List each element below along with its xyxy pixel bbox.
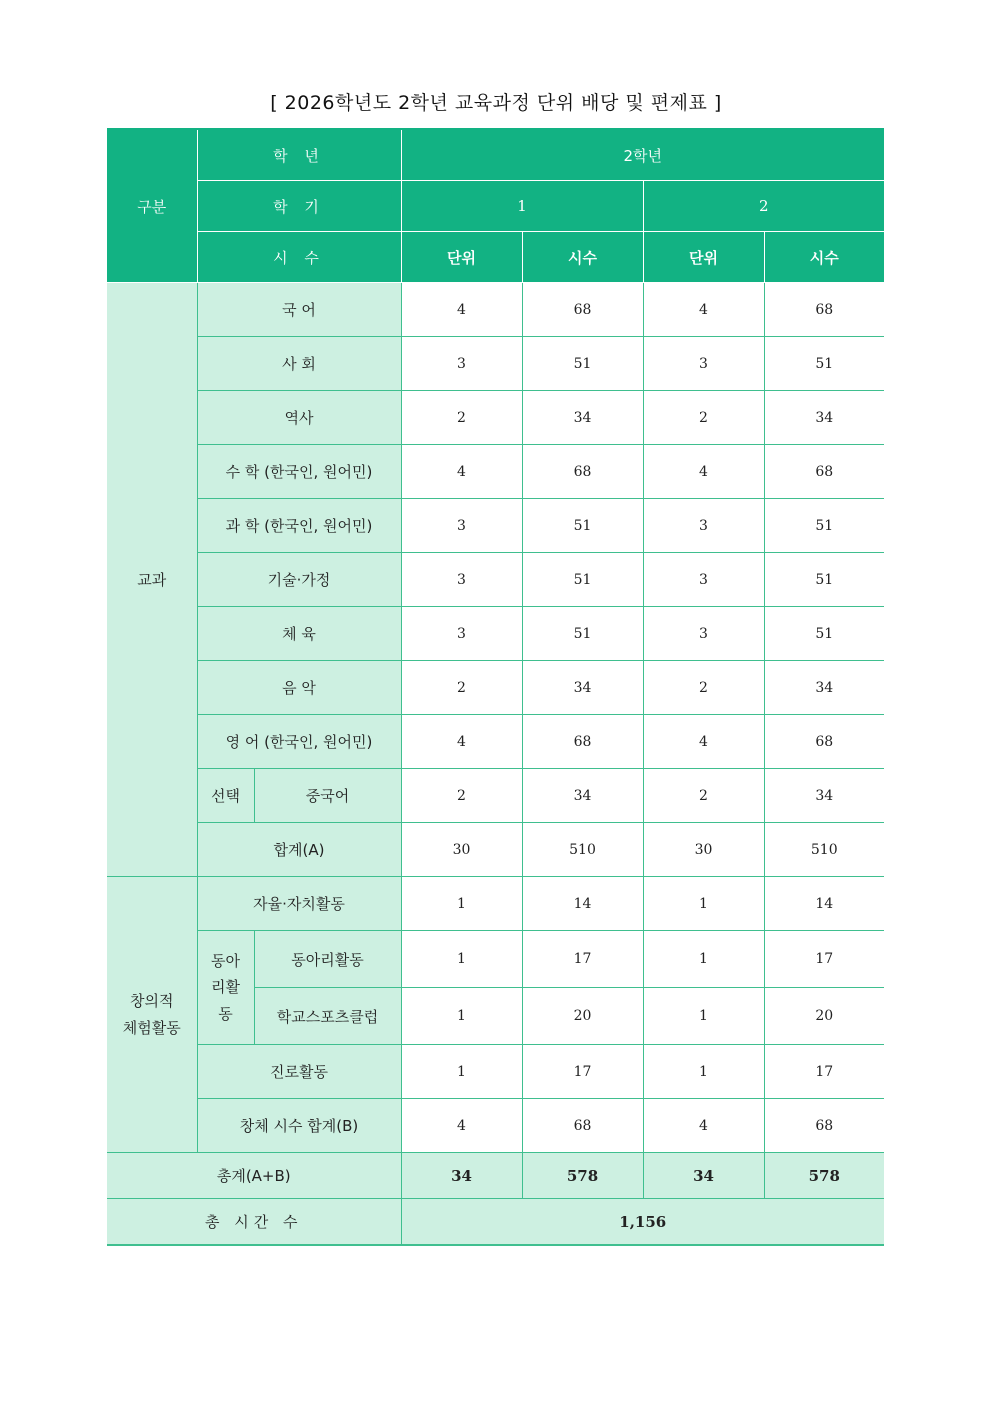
cell-value: 1: [643, 931, 764, 988]
total-hours-value: 1,156: [401, 1199, 884, 1246]
row-label: 기술·가정: [197, 553, 401, 607]
table-row: [107, 877, 884, 931]
row-label: 영 어 (한국인, 원어민): [197, 715, 401, 769]
row-label: 합계(A): [197, 823, 401, 877]
cell-value: 34: [764, 769, 884, 823]
cell-value: 68: [522, 445, 643, 499]
header-semester-1: 1: [401, 181, 643, 232]
cell-value: 3: [643, 337, 764, 391]
col-hours-2: 시수: [764, 232, 884, 283]
cell-value: 2: [643, 661, 764, 715]
cell-value: 3: [643, 553, 764, 607]
table-row: [107, 337, 884, 391]
cell-value: 17: [764, 931, 884, 988]
col-units-1: 단위: [401, 232, 522, 283]
cell-value: 510: [764, 823, 884, 877]
row-label: 동아리활동: [254, 931, 401, 988]
cell-value: 51: [522, 553, 643, 607]
row-label: 수 학 (한국인, 원어민): [197, 445, 401, 499]
cell-value: 3: [401, 553, 522, 607]
cell-value: 51: [522, 499, 643, 553]
header-category: 구분: [107, 129, 197, 283]
col-hours-1: 시수: [522, 232, 643, 283]
curriculum-table: [107, 128, 884, 1246]
cell-value: 51: [764, 337, 884, 391]
cell-value: 1: [401, 931, 522, 988]
page-title: [ 2026학년도 2학년 교육과정 단위 배당 및 편제표 ]: [270, 92, 722, 114]
cell-value: 2: [401, 769, 522, 823]
cell-value: 20: [764, 988, 884, 1045]
table-row: [107, 1045, 884, 1099]
group-club: 동아 리활 동: [197, 931, 254, 1045]
header-semester-label: 학 기: [197, 181, 401, 232]
cell-value: 3: [643, 499, 764, 553]
cell-value: 3: [643, 607, 764, 661]
cell-value: 2: [401, 661, 522, 715]
cell-value: 4: [643, 283, 764, 337]
cell-value: 30: [401, 823, 522, 877]
row-label: 과 학 (한국인, 원어민): [197, 499, 401, 553]
row-label: 체 육: [197, 607, 401, 661]
cell-value: 510: [522, 823, 643, 877]
cell-value: 1: [401, 877, 522, 931]
cell-value: 34: [522, 391, 643, 445]
table-row: [107, 661, 884, 715]
cell-value: 51: [522, 607, 643, 661]
cell-value: 68: [522, 1099, 643, 1153]
cell-value: 2: [643, 769, 764, 823]
row-label: 사 회: [197, 337, 401, 391]
row-label: 국 어: [197, 283, 401, 337]
cell-value: 14: [522, 877, 643, 931]
table-row: [107, 823, 884, 877]
cell-value: 20: [522, 988, 643, 1045]
header-grade-value: 2학년: [401, 129, 884, 181]
cell-value: 2: [401, 391, 522, 445]
table-row: [107, 391, 884, 445]
cell-value: 34: [522, 769, 643, 823]
total-hours-row: [107, 1199, 884, 1246]
cell-value: 51: [764, 553, 884, 607]
cell-value: 4: [643, 1099, 764, 1153]
cell-value: 51: [522, 337, 643, 391]
cell-value: 68: [522, 283, 643, 337]
header-row-hours: [107, 232, 884, 283]
cell-value: 68: [764, 1099, 884, 1153]
cell-value: 68: [764, 283, 884, 337]
row-label: 음 악: [197, 661, 401, 715]
table-row: [107, 499, 884, 553]
total-value: 578: [764, 1153, 884, 1199]
cell-value: 4: [401, 445, 522, 499]
row-label: 중국어: [254, 769, 401, 823]
table-row: [107, 283, 884, 337]
row-label: 창체 시수 합계(B): [197, 1099, 401, 1153]
cell-value: 1: [643, 877, 764, 931]
cell-value: 68: [764, 445, 884, 499]
cell-value: 3: [401, 499, 522, 553]
total-value: 34: [643, 1153, 764, 1199]
cell-value: 4: [643, 715, 764, 769]
cell-value: 51: [764, 499, 884, 553]
cell-value: 30: [643, 823, 764, 877]
table-row: [107, 1099, 884, 1153]
table-row: [107, 607, 884, 661]
total-value: 34: [401, 1153, 522, 1199]
table-row: [107, 553, 884, 607]
header-semester-2: 2: [643, 181, 884, 232]
cell-value: 1: [401, 988, 522, 1045]
header-grade-label: 학 년: [197, 129, 401, 181]
col-units-2: 단위: [643, 232, 764, 283]
table-row: [107, 931, 884, 988]
cell-value: 4: [401, 1099, 522, 1153]
table-row: [107, 715, 884, 769]
cell-value: 17: [764, 1045, 884, 1099]
cell-value: 2: [643, 391, 764, 445]
cell-value: 17: [522, 1045, 643, 1099]
total-row: [107, 1153, 884, 1199]
cell-value: 68: [522, 715, 643, 769]
cell-value: 34: [764, 391, 884, 445]
cell-value: 1: [401, 1045, 522, 1099]
row-label: 역사: [197, 391, 401, 445]
total-label: 총계(A+B): [107, 1153, 401, 1199]
cell-value: 4: [401, 715, 522, 769]
cell-value: 17: [522, 931, 643, 988]
group-subjects: 교과: [107, 283, 197, 877]
cell-value: 14: [764, 877, 884, 931]
cell-value: 51: [764, 607, 884, 661]
cell-value: 1: [643, 1045, 764, 1099]
row-label: 진로활동: [197, 1045, 401, 1099]
cell-value: 34: [522, 661, 643, 715]
cell-value: 1: [643, 988, 764, 1045]
header-row-semester: [107, 181, 884, 232]
cell-value: 3: [401, 337, 522, 391]
cell-value: 68: [764, 715, 884, 769]
header-hours-label: 시 수: [197, 232, 401, 283]
row-label: 학교스포츠클럽: [254, 988, 401, 1045]
total-value: 578: [522, 1153, 643, 1199]
header-row-grade: [107, 129, 884, 181]
group-activities: 창의적 체험활동: [107, 877, 197, 1153]
table-row: [107, 769, 884, 823]
row-label: 자율·자치활동: [197, 877, 401, 931]
cell-value: 34: [764, 661, 884, 715]
cell-value: 3: [401, 607, 522, 661]
total-hours-label: 총 시간 수: [107, 1199, 401, 1246]
table-row: [107, 445, 884, 499]
cell-value: 4: [401, 283, 522, 337]
group-elective: 선택: [197, 769, 254, 823]
cell-value: 4: [643, 445, 764, 499]
